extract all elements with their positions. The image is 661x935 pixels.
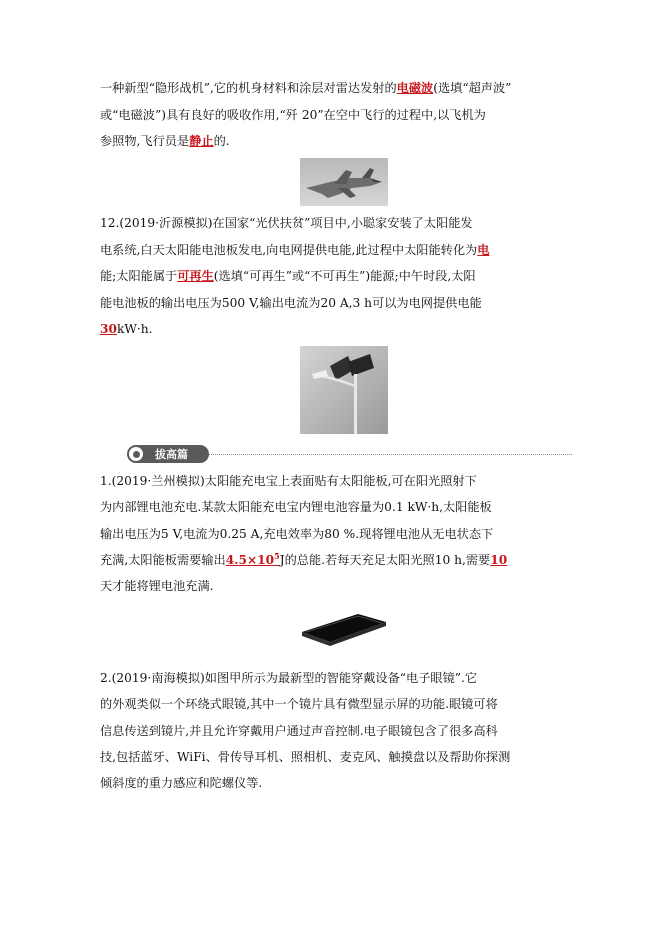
q1-line-4 bbox=[100, 552, 570, 568]
text: kW·h. bbox=[116, 322, 153, 336]
text: 能;太阳能属于 bbox=[100, 269, 178, 283]
intro-line-2: 或“电磁波”)具有良好的吸收作用,“歼 20”在空中飞行的过程中,以飞机为 bbox=[100, 108, 486, 122]
section-title: 拔高篇 bbox=[155, 448, 188, 461]
text: 电系统,白天太阳能电池板发电,向电网提供电能,此过程中太阳能转化为 bbox=[100, 243, 478, 257]
q12-line-4: 能电池板的输出电压为500 V,输出电流为20 A,3 h可以为电网提供电能 bbox=[100, 296, 482, 310]
intro-line-1 bbox=[100, 80, 570, 96]
q1-line-1: 1.(2019·兰州模拟)太阳能充电宝上表面贴有太阳能板,可在阳光照射下 bbox=[100, 474, 477, 488]
q12-line-2 bbox=[100, 242, 570, 258]
section-badge bbox=[127, 445, 217, 465]
solar-street-light-image bbox=[300, 346, 388, 434]
answer-blank: 静止 bbox=[189, 134, 214, 148]
text: (选填“可再生”或“不可再生”)能源;中午时段,太阳 bbox=[213, 269, 476, 283]
q12-line-1: 12.(2019·沂源模拟)在国家“光伏扶贫”项目中,小聪家安装了太阳能发 bbox=[100, 216, 473, 230]
text: 充满,太阳能板需要输出 bbox=[100, 553, 226, 567]
intro-line-3 bbox=[100, 133, 570, 149]
q12-line-5 bbox=[100, 321, 570, 337]
badge-pill bbox=[127, 445, 209, 463]
text: 的. bbox=[213, 134, 230, 148]
q2-line-3: 信息传送到镜片,并且允许穿戴用户通过声音控制.电子眼镜包含了很多高科 bbox=[100, 724, 498, 738]
text: (选填“超声波” bbox=[433, 81, 512, 95]
q2-line-1: 2.(2019·南海模拟)如图甲所示为最新型的智能穿戴设备“电子眼镜”.它 bbox=[100, 671, 478, 685]
text: 参照物,飞行员是 bbox=[100, 134, 190, 148]
q2-line-5: 倾斜度的重力感应和陀螺仪等. bbox=[100, 776, 263, 790]
answer-blank: 电磁波 bbox=[396, 81, 434, 95]
q12-line-3 bbox=[100, 268, 570, 284]
answer-blank: 30 bbox=[100, 322, 117, 336]
power-bank-image bbox=[296, 604, 390, 650]
q2-line-2: 的外观类似一个环绕式眼镜,其中一个镜片具有微型显示屏的功能.眼镜可将 bbox=[100, 697, 498, 711]
target-icon bbox=[129, 447, 143, 461]
answer-blank: 可再生 bbox=[177, 269, 214, 283]
answer-base: 4.5×10 bbox=[225, 553, 275, 567]
answer-exponent: 5 bbox=[274, 552, 280, 561]
q1-line-5: 天才能将锂电池充满. bbox=[100, 579, 214, 593]
stealth-fighter-image bbox=[300, 158, 388, 206]
text: 一种新型“隐形战机”,它的机身材料和涂层对雷达发射的 bbox=[100, 81, 397, 95]
answer-blank: 电 bbox=[477, 243, 490, 257]
text: J的总能.若每天充足太阳光照10 h,需要 bbox=[279, 553, 491, 567]
answer-blank bbox=[226, 553, 280, 567]
q1-line-3: 输出电压为5 V,电流为0.25 A,充电效率为80 %.现将锂电池从无电状态下 bbox=[100, 527, 494, 541]
answer-blank: 10 bbox=[490, 553, 508, 567]
q2-line-4: 技,包括蓝牙、WiFi、骨传导耳机、照相机、麦克风、触摸盘以及帮助你探测 bbox=[100, 750, 511, 764]
q1-line-2: 为内部锂电池充电.某款太阳能充电宝内锂电池容量为0.1 kW·h,太阳能板 bbox=[100, 500, 492, 514]
